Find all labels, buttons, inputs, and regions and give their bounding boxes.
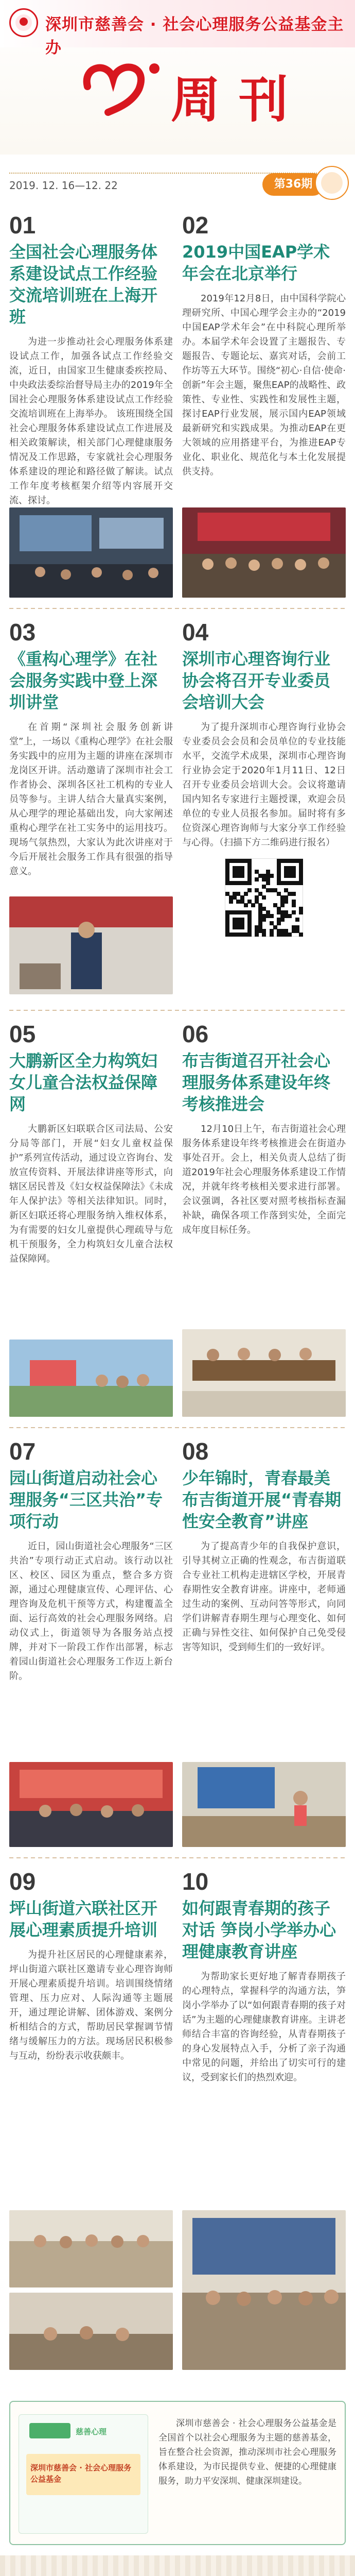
article-number: 08 — [182, 1438, 209, 1465]
article-title[interactable]: 大鹏新区全力构筑妇女儿童合法权益保障网 — [9, 1051, 158, 1114]
article-07-photo — [9, 1762, 173, 1847]
article-08-photo — [182, 1762, 346, 1847]
fund-logo-band: 深圳市慈善会 · 社会心理服务公益基金 — [30, 2463, 132, 2484]
article-number: 03 — [9, 619, 36, 646]
article-number: 07 — [9, 1438, 36, 1465]
article-body: 为了提高青少年的自我保护意识，引导其树立正确的性观念，布吉街道联合专业社工机构走进辖区学校，开展青春期性安全教育讲座。讲座中，老师通过生动的案例、互动问答等形式，向同学们讲解青春期生理与心理变化、如何正确与异性交往、如何保护自己免受侵害等知识，受到师生们的一致好评。 — [182, 1541, 346, 1653]
fund-logo-icon — [19, 2414, 148, 2534]
article-05[interactable] — [9, 1020, 173, 1266]
article-title[interactable]: 全国社会心理服务体系建设试点工作经验交流培训班在上海开班 — [9, 242, 158, 327]
heart-brand-icon — [77, 50, 170, 117]
article-06-photo — [182, 1329, 346, 1417]
weekly-title: 周刊 — [171, 71, 307, 129]
article-title[interactable]: 《重构心理学》在社会服务实践中登上深圳讲堂 — [9, 649, 158, 712]
article-body: 近日，园山街道社会心理服务“三区共治”专项行动正式启动。该行动以社区、校区、园区为重点，整合多方资源，通过心理健康宣传、心理评估、心理咨询及危机干预等方式，构建覆盖全面、运行高效的社会心理服务网络。启动仪式上，街道领导为各服务站点授牌，并对下一阶段工作作出部署，标志着园山街道社会心理服务工作迈上新台阶。 — [9, 1541, 173, 1682]
parent-lecture-image — [182, 2210, 346, 2370]
charity-logo-icon — [9, 8, 38, 37]
issue-badge: 第36期 — [262, 173, 324, 196]
date-range: 2019. 12. 16—12. 22 — [9, 179, 118, 192]
article-04[interactable] — [182, 618, 346, 937]
article-body: 在首期“深圳社会服务创新讲堂”上，一场以《重构心理学》在社会服务实践中的应用为主题的讲座在深圳市龙岗区开讲。活动邀请了深圳市社会工作者协会、深圳各区社工机构的专业人员等参与。主讲人结合大量真实案例，从心理学的理论基础出发，向大家阐述重构心理学在社工实务中的运用技巧。现场气氛热烈，大家认为此次讲座对于今后开展社会服务工作具有很强的指导意义。 — [9, 722, 173, 877]
article-07[interactable] — [9, 1437, 173, 1684]
issue-decoration-icon — [315, 166, 349, 200]
fund-logo-name: 慈善心理 — [76, 2427, 107, 2436]
row-divider — [9, 1010, 346, 1011]
article-title[interactable]: 坪山街道六联社区开展心理素质提升培训 — [9, 1899, 158, 1940]
footer-box — [9, 2401, 346, 2545]
article-06[interactable] — [182, 1020, 346, 1238]
article-03[interactable] — [9, 618, 173, 879]
launch-ceremony-image — [9, 1762, 173, 1847]
article-body: 为提升社区居民的心理健康素养，坪山街道六联社区邀请专业心理咨询师开展心理素质提升培训。培训围绕情绪管理、压力应对、人际沟通等主题展开，通过理论讲解、团体游戏、案例分析相结合的方式，帮助居民掌握调节情绪与缓解压力的方法。现场居民积极参与互动，纷纷表示收获颇丰。 — [9, 1950, 173, 2061]
article-02[interactable] — [182, 211, 346, 479]
meeting-image — [182, 1329, 346, 1417]
community-event-image — [9, 1340, 173, 1417]
article-body: 为进一步推动社会心理服务体系建设试点工作，加强各试点工作经验交流，近日，由国家卫生健康委疾控局、中央政法委综治督导局主办的2019年全国社会心理服务体系建设试点工作经验交流培训班在上海举办。 该班围绕全国社会心理服务体系建设试点工作进展及相关政策解读，相关部门心理健康服务情况及工作思路，专家就社会心理服务体系建设的理论和路径做了解读。试点工作年度考核框架介绍等内容展开交流、探讨。 — [9, 336, 173, 506]
article-08[interactable] — [182, 1437, 346, 1655]
organizer-title: 深圳市慈善会 · 社会心理服务公益基金主办 — [45, 15, 344, 57]
article-number: 10 — [182, 1868, 209, 1895]
training-venue-image — [9, 507, 173, 598]
article-number: 05 — [9, 1021, 36, 1047]
article-10[interactable] — [182, 1868, 346, 2085]
lecture-image — [9, 896, 173, 994]
article-03-photo — [9, 896, 173, 994]
article-title[interactable]: 深圳市心理咨询行业协会将召开专业委员会培训大会 — [182, 649, 331, 712]
article-02-photo — [182, 507, 346, 598]
row-divider — [9, 1857, 346, 1858]
article-01-photo — [9, 507, 173, 598]
article-body: 大鹏新区妇联联合区司法局、公安分局等部门，开展“妇女儿童权益保护”系列宣传活动，通过设立咨询台、发放宣传资料、开展法律讲座等形式，向辖区居民普及《妇女权益保障法》《未成年人保护法》等相关法律知识。同时，新区妇联还将心理服务纳入维权体系，为有需要的妇女儿童提供心理疏导与危机干预服务，全力构筑妇女儿童合法权益保障网。 — [9, 1124, 173, 1264]
article-body: 为帮助家长更好地了解青春期孩子的心理特点，掌握科学的沟通方法，笋岗小学举办了以“如何跟青春期的孩子对话”为主题的心理健康教育讲座。主讲老师结合丰富的咨询经验，从青春期孩子的身心发展特点入手，分析了亲子沟通中常见的问题，并给出了切实可行的建议，受到家长们的热烈欢迎。 — [182, 1971, 346, 2083]
row-divider — [9, 608, 346, 609]
article-body: 12月10日上午，布吉街道社会心理服务体系建设年终考核推进会在街道办事处召开。会上，相关负责人总结了街道2019年社会心理服务体系建设工作情况，并就年终考核相关要求进行部署。会议强调，各社区要对照考核指标查漏补缺，确保各项工作落到实处，全面完成年度目标任务。 — [182, 1124, 346, 1235]
article-number: 02 — [182, 212, 209, 239]
article-body: 为了提升深圳市心理咨询行业协会专业委员会会员和会员单位的专业技能水平，交流学术成果，深圳市心理咨询行业协会定于2020年1月11日、12日召开专业委员会培训大会。会议将邀请国内知名专家进行主题授课，欢迎会员单位的专业人员报名参加。届时将有多位资深心理咨询师与大家分享工作经验与心得。（扫描下方二维码进行报名） — [182, 722, 346, 848]
conference-image — [182, 507, 346, 598]
article-10-photo — [182, 2210, 346, 2370]
article-09-photo — [9, 2210, 173, 2287]
article-title[interactable]: 少年锦时，青春最美 布吉街道开展“青春期性安全教育”讲座 — [182, 1468, 342, 1531]
header — [0, 0, 355, 155]
group-activity-image — [9, 2293, 173, 2370]
article-number: 09 — [9, 1868, 36, 1895]
row-divider — [9, 1427, 346, 1428]
article-title[interactable]: 布吉街道召开社会心理服务体系建设年终考核推进会 — [182, 1051, 331, 1114]
signup-qr-code[interactable] — [225, 858, 303, 937]
article-09-photo-2 — [9, 2293, 173, 2370]
article-title[interactable]: 2019中国EAP学术年会在北京举行 — [182, 242, 330, 283]
article-number: 04 — [182, 619, 209, 646]
bottom-decoration — [0, 2555, 355, 2576]
article-number: 01 — [9, 212, 36, 239]
training-image — [9, 2210, 173, 2287]
footer-description: 深圳市慈善会 · 社会心理服务公益基金是全国首个以社会心理服务为主题的慈善基金，旨在整合社会资源，推动深圳市社会心理服务体系建设，为市民提供专业、便捷的心理健康服务，助力平安深圳、健康深圳建设。 — [158, 2418, 336, 2486]
article-body: 2019年12月8日，由中国科学院心理研究所、中国心理学会主办的“2019中国EAP学术年会”在中科院心理所举办。本届学术年会设置了主题报告、专题报告、专题论坛、嘉宾对话，会前工作坊等五大环节。围绕“初心·自信·使命·创新”年会主题，聚焦EAP的战略性、政策性、专业性、实践性和发展性主题，探讨EAP行业发展，展示国内EAP领域最新研究和实践成果。为推动EAP在更大领域的应用搭建平台，为推进EAP专业化、职业化、规范化与本土化发展提供支持。 — [182, 293, 346, 477]
article-number: 06 — [182, 1021, 209, 1047]
article-01[interactable] — [9, 211, 173, 508]
article-05-photo — [9, 1340, 173, 1417]
article-09[interactable] — [9, 1868, 173, 2063]
school-lecture-image — [182, 1762, 346, 1847]
article-title[interactable]: 如何跟青春期的孩子对话 笋岗小学举办心理健康教育讲座 — [182, 1899, 336, 1961]
article-title[interactable]: 园山街道启动社会心理服务“三区共治”专项行动 — [9, 1468, 163, 1531]
